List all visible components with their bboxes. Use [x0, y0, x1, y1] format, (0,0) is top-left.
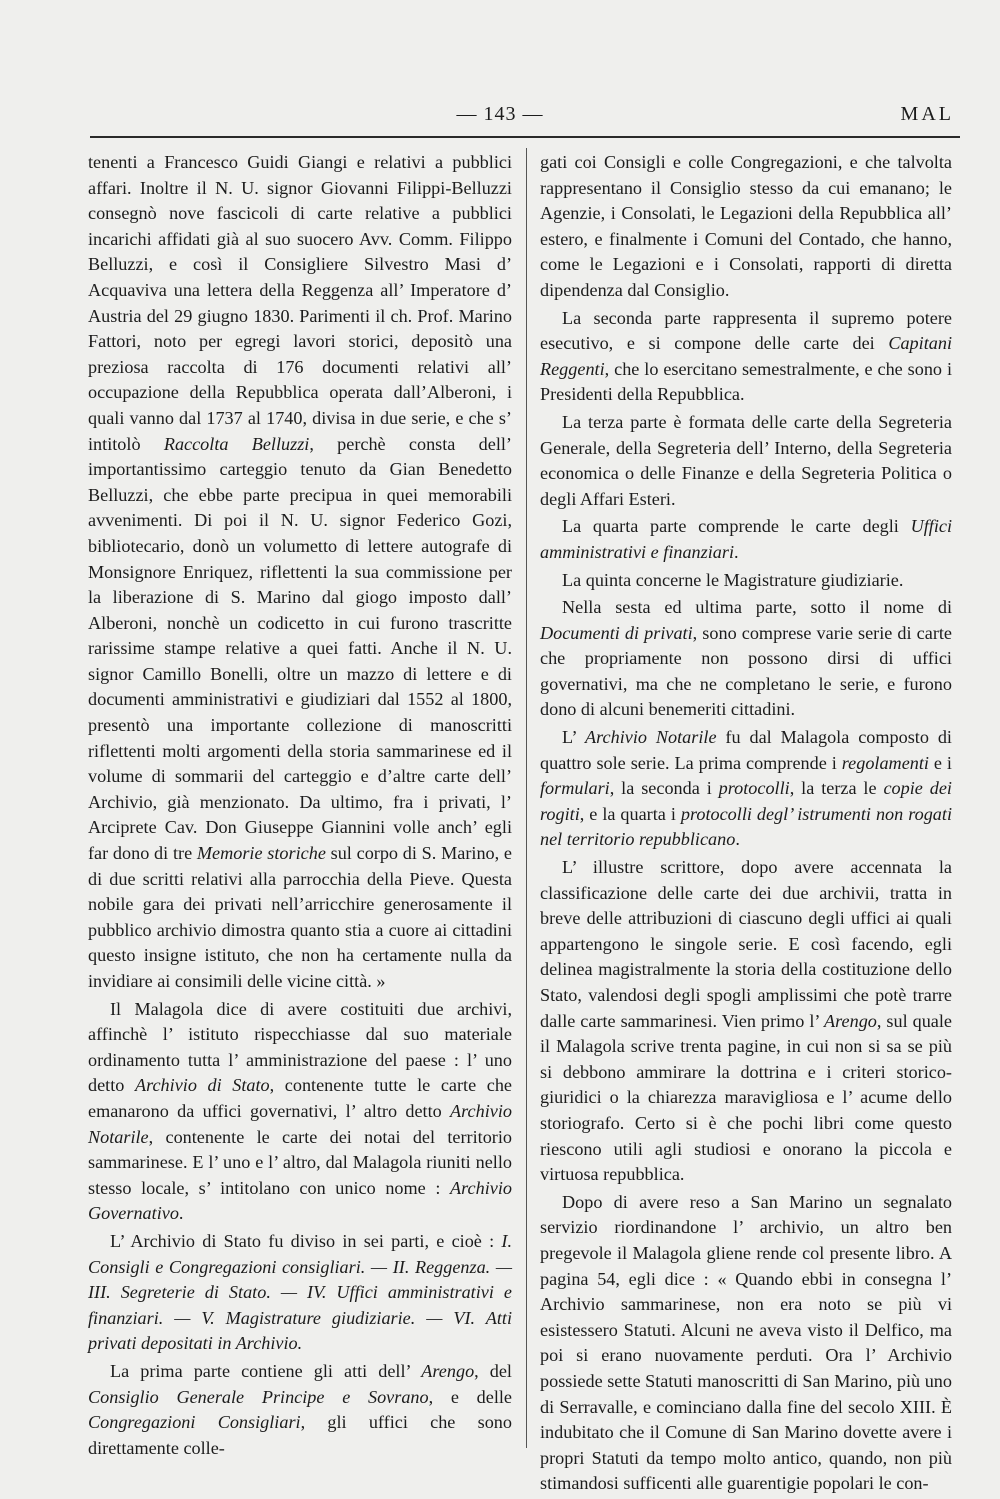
column-divider: [526, 148, 527, 1448]
paragraph: gati coi Consigli e colle Congregazioni, e che talvolta rappresentano il Consiglio stesso da cui emanano; le Agenzie, i Consolati, le Legazioni della Repubblica all’ estero, e finalmente i Comuni del Contado, che hanno, come le Legazioni e i Consolati, rapporti di diretta dipendenza dal Consiglio.: [540, 152, 952, 300]
paragraph: La prima parte contiene gli atti dell’ Arengo, del Consiglio Generale Principe e Sovrano, e delle Congregazioni Consigliari, gli uffici che sono direttamente colle-: [88, 1360, 513, 1458]
paragraph: La quinta concerne le Magistrature giudiziarie.: [562, 569, 904, 590]
left-column: [88, 150, 512, 1463]
paragraph: La seconda parte rappresenta il supremo potere esecutivo, e si compone delle carte dei Capitani Reggenti, che lo esercitano semestralmente, e che sono i Presidenti della Repubblica.: [540, 307, 952, 405]
paragraph: Nella sesta ed ultima parte, sotto il nome di Documenti di privati, sono comprese varie serie di carte che propriamente non possono dirsi di uffici governativi, ma che ne completano le serie, e furono dono di alcuni benemeriti cittadini.: [540, 597, 953, 720]
paragraph: Il Malagola dice di avere costituiti due archivi, affinchè l’ istituto rispecchiasse dal suo materiale ordinamento tutta l’ amministrazione del paese : l’ uno detto Archivio di Stato, contenente tutte le carte che emanarono da uffici governativi, l’ altro detto Archivio Notarile, contenente le carte dei notai del territorio sammarinese. E l’ uno e l’ altro, dal Malagola riuniti nello stesso locale, s’ intitolano con unico nome : Archivio Governativo.: [88, 998, 512, 1224]
paragraph: L’ Archivio Notarile fu dal Malagola composto di quattro sole serie. La prima comprende i regolamenti e i formulari, la seconda i protocolli, la terza le copie dei rogiti, e la quarta i protocolli degl’ istrumenti non rogati nel territorio repubblicano.: [540, 727, 952, 850]
paragraph: La quarta parte comprende le carte degli Uffici amministrativi e finanziari.: [540, 516, 952, 562]
paragraph: La terza parte è formata delle carte della Segreteria Generale, della Segreteria dell’ Interno, della Segreteria economica o delle Finanze e della Segreteria Politica o degli Affari Esteri.: [540, 411, 952, 509]
paragraph: tenenti a Francesco Guidi Giangi e relativi a pubblici affari. Inoltre il N. U. signor Giovanni Filippi-Belluzzi consegnò nove fascicoli di carte relative a pubblici incarichi affidati già al suo suocero Avv. Comm. Filippo Belluzzi, e così il Consigliere Silvestro Masi d’ Acquaviva una lettera della Reggenza all’ Imperatore d’ Austria del 29 giugno 1830. Parimenti il ch. Prof. Marino Fattori, noto per egregi lavori storici, depositò una preziosa raccolta di 176 documenti relativi all’ occupazione della Repubblica operata dall’Alberoni, i quali vanno dal 1737 al 1740, divisa in due serie, e che s’ intitolò Raccolta Belluzzi, perchè consta dell’ importantissimo carteggio tenuto da Gian Benedetto Belluzzi, che ebbe parte precipua in quei memorabili avvenimenti. Di poi il N. U. signor Federico Gozi, bibliotecario, donò un volumetto di lettere autografe di Monsignore Enriquez, riflettenti la sua commissione per la liberazione di S. Marino dal giogo imposto dall’ Alberoni, nonchè un codicetto in cui furono trascritte rarissime stampe relative a quei fatti. Anche il N. U. signor Camillo Bonelli, oltre un mazzo di lettere e di documenti amministrativi e giudiziari dal 1552 al 1800, presentò una importante collezione di manoscritti riflettenti molti argomenti della storia sammarinese ed il volume di sommarii del carteggio e d’altre carte dell’ Archivio, già menzionato. Da ultimo, fra i privati, l’ Arciprete Cav. Don Giuseppe Giannini volle anch’ egli far dono di tre Memorie storiche sul corpo di S. Marino, e di due scritti relativi alla parrocchia della Pieve. Questa nobile gara dei privati nell’arricchire generosamente il pubblico archivio dimostra quanto stia a cuore ai cittadini questo insigne istituto, che non ha certamente nulla da invidiare ai consimili delle vicine città. »: [88, 152, 512, 991]
page-number: — 143 —: [456, 103, 544, 125]
paragraph: L’ illustre scrittore, dopo avere accennata la classificazione delle carte dei due archivii, tratta in breve delle attribuzioni di ciascuno degli uffici ai quali appartengono le singole serie. E così facendo, egli delinea magistralmente la storia della costituzione dello Stato, valendosi degli spogli amplissimi che potè trarre dalle carte sammarinesi. Vien primo l’ Arengo, sul quale il Malagola scrive trenta pagine, in cui non si sa se più si debbono ammirare la dottrina e i criteri storico-giuridici o la chiarezza maravigliosa e l’ acume dello storiografo. Certo si è che pochi libri come questo riescono utili agli studiosi e onorano la piccola e virtuosa repubblica.: [540, 857, 952, 1185]
running-head: MAL: [900, 103, 954, 125]
right-column: [540, 150, 952, 1499]
paragraph: Dopo di avere reso a San Marino un segnalato servizio riordinandone l’ archivio, un altro ben pregevole il Malagola gliene rende col presente libro. A pagina 54, egli dice : « Quando ebbi in consegna l’ Archivio sammarinese, non era noto se più vi esistessero Statuti. Alcuni ne aveva visto il Delfico, ma poi si erano nuovamente perduti. Ora l’ Archivio possiede sette Statuti manoscritti di San Marino, più uno di Serravalle, e cominciano dalla fine del secolo XIII. È indubitato che il Comune di San Marino dovette avere i propri Statuti da tempo molto antico, quando, non più stimandosi sufficenti alle guarentigie popolari le con-: [540, 1191, 952, 1494]
paragraph: L’ Archivio di Stato fu diviso in sei parti, e cioè : I. Consigli e Congregazioni consigliari. — II. Reggenza. — III. Segreterie di Stato. — IV. Uffici amministrativi e finanziari. — V. Magistrature giudiziarie. — VI. Atti privati depositati in Archivio.: [88, 1230, 512, 1354]
header-rule: [90, 136, 960, 138]
